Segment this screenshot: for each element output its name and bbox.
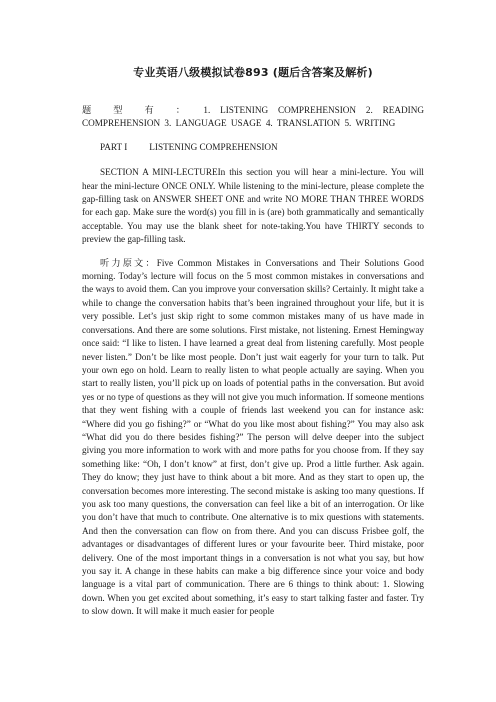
question-types-list: 1. LISTENING COMPREHENSION 2. READING COMPREHENSION 3. LANGUAGE USAGE 4. TRANSLATION 5. WRITING <box>82 105 425 129</box>
question-types-label: 题 型 有 ： <box>82 105 194 116</box>
question-types <box>82 104 424 131</box>
part-number: PART I <box>100 141 128 152</box>
part-title: LISTENING COMPREHENSION <box>149 141 278 152</box>
document-title: 专业英语八级模拟试卷893 (题后含答案及解析) <box>133 66 373 79</box>
transcript-text: Five Common Mistakes in Conversations and Their Solutions Good morning. Today’s lecture will focus on the 5 most common mistakes in conversations and the ways to avoid them. Can you improve your conversation skills? Certainly. It might take a while to change the conversation habits that’s been ingrained throughout your life, but it is very possible. Let’s just skip right to some common mistakes many of us have made in conversations. And there are some solutions. First mistake, not listening. Ernest Hemingway once said: “I like to listen. I have learned a great deal from listening carefully. Most people never listen.” Don’t be like most people. Don’t just wait eagerly for your turn to talk. Put your own ego on hold. Learn to really listen to what people actually are saying. When you start to really listen, you’ll pick up on loads of potential paths in the conversation. But avoid yes or no type of questions as they will not give you much information. If someone mentions that they went fishing with a couple of friends last weekend you can for instance ask: “Where did you go fishing?” or “What do you like most about fishing?” You may also ask “What did you do there besides fishing?” The person will delve deeper into the subject giving you more information to work with and more paths for you choose from. If they say something like: “Oh, I don’t know” at first, don’t give up. Prod a little further. Ask again. They do know; they just have to think about a bit more. And as they start to open up, the conversation becomes more interesting. The second mistake is asking too many questions. If you ask too many questions, the conversation can feel like a bit of an interrogation. Or like you don’t have that much to contribute. One alternative is to mix questions with statements. And then the conversation can flow on from there. And you can discuss Frisbee golf, the advantages or disadvantages of different lures or your favourite beer. Third mistake, poor delivery. One of the most important things in a conversation is not what you say, but how you say it. A change in these habits can make a big difference since your voice and body language is a vital part of communication. There are 6 things to think about: 1. Slowing down. When you get excited about something, it’s easy to start talking faster and faster. Try to slow down. It will make it much easier for people <box>82 257 425 617</box>
section-instructions: SECTION A MINI-LECTUREIn this section you will hear a mini-lecture. You will hear the mini-lecture ONCE ONLY. While listening to the mini-lecture, please complete the gap-filling task on ANSWER SHEET ONE and write NO MORE THAN THREE WORDS for each gap. Make sure the word(s) you fill in is (are) both grammatically and semantically acceptable. You may use the blank sheet for note-taking.You have THIRTY seconds to preview the gap-filling task. <box>82 167 424 245</box>
transcript-paragraph <box>82 257 424 619</box>
part-heading <box>82 141 424 154</box>
transcript-label: 听力原文： <box>100 257 157 268</box>
